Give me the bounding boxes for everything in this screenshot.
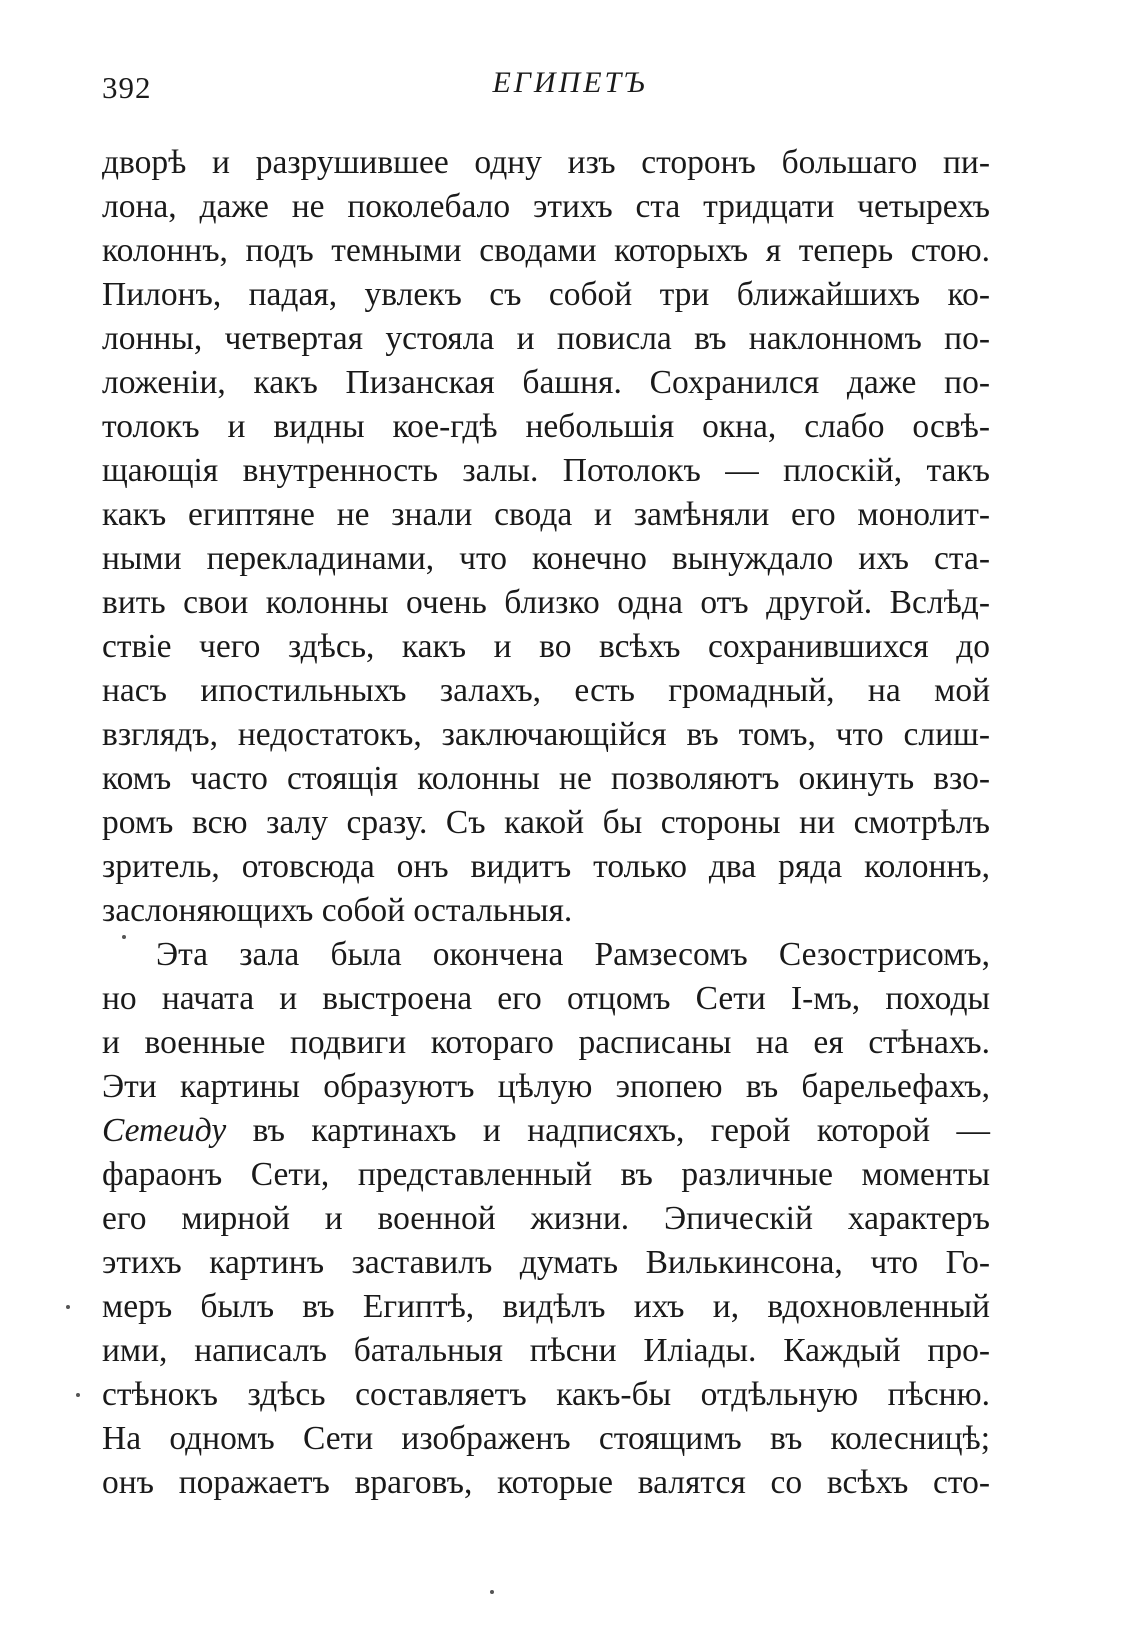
text-line: этихъ картинъ заставилъ думать Вилькинсона, что Го- [102, 1244, 990, 1281]
text-line: колоннъ, подъ темными сводами которыхъ я теперь стою. [102, 232, 990, 269]
text-line: вить свои колонны очень близко одна отъ другой. Вслѣд- [102, 584, 990, 621]
text-line: меръ былъ въ Египтѣ, видѣлъ ихъ и, вдохновленный [102, 1288, 990, 1325]
text-line: взглядъ, недостатокъ, заключающійся въ томъ, что слиш- [102, 716, 990, 753]
text-line: насъ ипостильныхъ залахъ, есть громадный, на мой [102, 672, 990, 709]
text-line: но начата и выстроена его отцомъ Сети І-мъ, походы [102, 980, 990, 1017]
text-line: комъ часто стоящія колонны не позволяютъ окинуть взо- [102, 760, 990, 797]
text-line: толокъ и видны кое-гдѣ небольшія окна, слабо освѣ- [102, 408, 990, 445]
text-line: стѣнокъ здѣсь составляетъ какъ-бы отдѣльную пѣсню. [102, 1376, 990, 1413]
page-number: 392 [102, 70, 152, 105]
text-line: Эта зала была окончена Рамзесомъ Сезострисомъ, [156, 936, 990, 973]
text-line: Эти картины образуютъ цѣлую эпопею въ барельефахъ, [102, 1068, 990, 1105]
text-line: фараонъ Сети, представленный въ различные моменты [102, 1156, 990, 1193]
text-line: дворѣ и разрушившее одну изъ сторонъ большаго пи- [102, 144, 990, 181]
text-line: ими, написалъ батальныя пѣсни Иліады. Каждый про- [102, 1332, 990, 1369]
running-title: ЕГИПЕТЪ [492, 66, 648, 99]
text-line: заслоняющихъ собой остальныя. [102, 892, 573, 929]
italic-term: Сетеиду [102, 1112, 227, 1149]
scan-speck [122, 935, 126, 939]
scan-speck [490, 1590, 494, 1594]
text-line: На одномъ Сети изображенъ стоящимъ въ колесницѣ; [102, 1420, 990, 1457]
text-line-rest: въ картинахъ и надписяхъ, герой которой — [252, 1112, 991, 1149]
text-line: и военные подвиги котораго расписаны на ея стѣнахъ. [102, 1024, 990, 1061]
text-line: лонны, четвертая устояла и повисла въ наклонномъ по- [102, 320, 990, 357]
text-line: онъ поражаетъ враговъ, которые валятся со всѣхъ сто- [102, 1464, 990, 1501]
text-line: лона, даже не поколебало этихъ ста тридцати четырехъ [102, 188, 990, 225]
text-line: какъ египтяне не знали свода и замѣняли его монолит- [102, 496, 990, 533]
text-line: зритель, отовсюда онъ видитъ только два ряда колоннъ, [102, 848, 990, 885]
text-line [102, 1108, 990, 1154]
scan-speck [76, 1393, 80, 1397]
text-line: ложеніи, какъ Пизанская башня. Сохранился даже по- [102, 364, 990, 401]
text-line: его мирной и военной жизни. Эпическій характеръ [102, 1200, 990, 1237]
text-line: ромъ всю залу сразу. Съ какой бы стороны ни смотрѣлъ [102, 804, 990, 841]
text-line: ствіе чего здѣсь, какъ и во всѣхъ сохранившихся до [102, 628, 990, 665]
text-line: Пилонъ, падая, увлекъ съ собой три ближайшихъ ко- [102, 276, 990, 313]
text-line: ными перекладинами, что конечно вынуждало ихъ ста- [102, 540, 990, 577]
scan-speck [66, 1305, 70, 1309]
text-line: щающія внутренность залы. Потолокъ — плоскій, такъ [102, 452, 990, 489]
